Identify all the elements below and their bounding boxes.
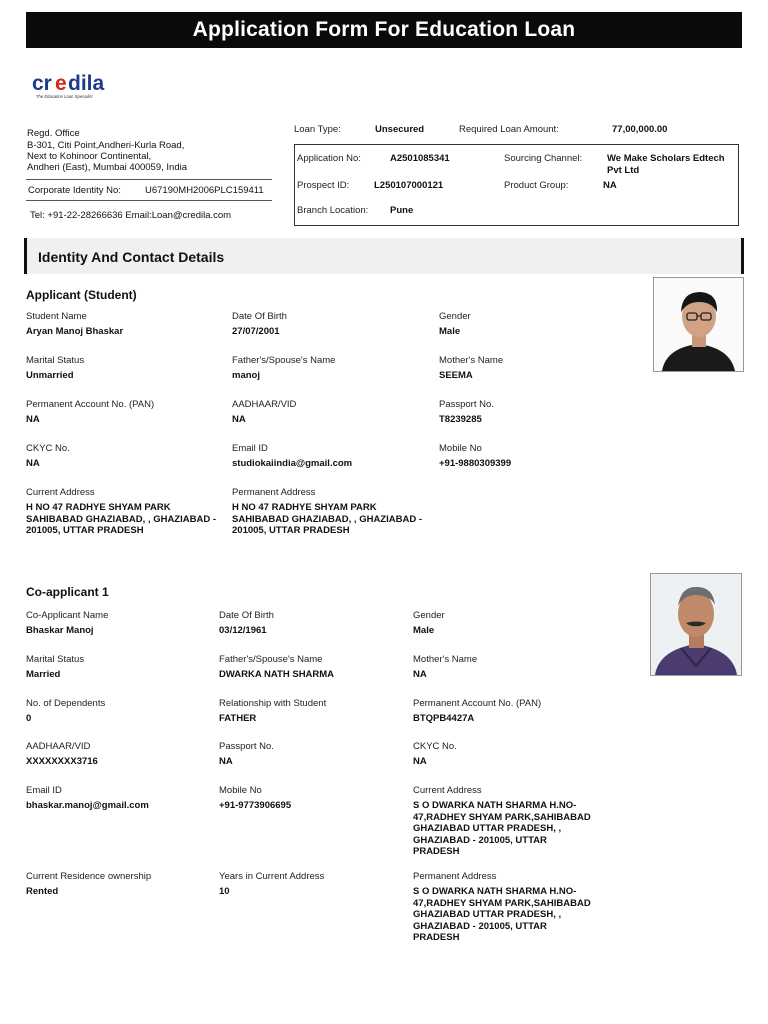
office-address-line1: B-301, Citi Point,Andheri-Kurla Road, [27,140,185,151]
coapplicant-gender-value: Male [413,625,435,636]
divider [26,200,272,201]
page-title: Application Form For Education Loan [26,12,742,48]
coapplicant-mobile-no-label: Mobile No [219,785,262,796]
office-address-line3: Andheri (East), Mumbai 400059, India [27,162,188,173]
coapplicant-aadhaar-vid-value: XXXXXXXX3716 [26,756,98,767]
applicant-mobile-no-value: +91-9880309399 [439,458,512,469]
coapplicant-ckyc-no-label: CKYC No. [413,741,457,752]
applicant-aadhaar-vid-label: AADHAAR/VID [232,399,297,410]
coapplicant-permanent-address-label: Permanent Address [413,871,497,882]
applicant-heading: Applicant (Student) [26,288,137,302]
applicant-current-address-value: H NO 47 RADHYE SHYAM PARK SAHIBABAD GHAZIABAD, , GHAZIABAD - 201005, UTTAR PRADESH [26,502,216,536]
applicant-permanent-address-label: Permanent Address [232,487,316,498]
coapplicant-years-in-current-address-value: 10 [219,886,230,897]
product-group-value: NA [603,180,617,191]
coapplicant-email-id-value: bhaskar.manoj@gmail.com [26,800,149,811]
coapplicant-permanent-account-no-pan-label: Permanent Account No. (PAN) [413,698,542,709]
applicant-gender-label: Gender [439,311,471,322]
coapplicant-permanent-address-value: S O DWARKA NATH SHARMA H.NO-47,RADHEY SHYAM PARK,SAHIBABAD GHAZIABAD UTTAR PRADESH, , GHAZIABAD - 201005, UTTAR PRADESH [413,886,591,943]
svg-text:dila: dila [68,72,105,95]
loan-amount-value: 77,00,000.00 [612,124,668,135]
coapplicant-mother-s-name-value: NA [413,669,427,680]
svg-text:cr: cr [32,72,52,95]
coapplicant-aadhaar-vid-label: AADHAAR/VID [26,741,91,752]
sourcing-channel-value: We Make Scholars Edtech Pvt Ltd [607,153,725,176]
svg-text:The Education Loan Specialist: The Education Loan Specialist [36,94,93,99]
section-title: Identity And Contact Details [38,249,225,265]
regd-office-label: Regd. Office [27,128,80,139]
applicant-mother-s-name-label: Mother's Name [439,355,504,366]
coapplicant-no-of-dependents-value: 0 [26,713,32,724]
application-no-value: A2501085341 [390,153,450,164]
coapplicant-mobile-no-value: +91-9773906695 [219,800,292,811]
applicant-marital-status-value: Unmarried [26,370,74,381]
applicant-father-s-spouse-s-name-label: Father's/Spouse's Name [232,355,336,366]
coapplicant-father-s-spouse-s-name-label: Father's/Spouse's Name [219,654,323,665]
coapplicant-relationship-with-student-value: FATHER [219,713,257,724]
prospect-id-label: Prospect ID: [297,180,350,191]
applicant-marital-status-label: Marital Status [26,355,85,366]
coapplicant-relationship-with-student-label: Relationship with Student [219,698,327,709]
coapplicant-heading: Co-applicant 1 [26,585,109,599]
divider [26,179,272,180]
applicant-date-of-birth-label: Date Of Birth [232,311,287,322]
cin-value: U67190MH2006PLC159411 [145,185,264,196]
loan-type-value: Unsecured [375,124,425,135]
applicant-gender-value: Male [439,326,461,337]
loan-type-label: Loan Type: [294,124,341,135]
applicant-email-id-label: Email ID [232,443,268,454]
cin-label: Corporate Identity No: [28,185,121,196]
svg-text:e: e [55,72,67,95]
coapplicant-no-of-dependents-label: No. of Dependents [26,698,106,709]
coapplicant-marital-status-label: Marital Status [26,654,85,665]
applicant-aadhaar-vid-value: NA [232,414,246,425]
application-no-label: Application No: [297,153,361,164]
coapplicant-photo [650,573,742,676]
coapplicant-current-address-value: S O DWARKA NATH SHARMA H.NO-47,RADHEY SHYAM PARK,SAHIBABAD GHAZIABAD UTTAR PRADESH, , GHAZIABAD - 201005, UTTAR PRADESH [413,800,591,857]
applicant-student-name-label: Student Name [26,311,87,322]
applicant-passport-no-label: Passport No. [439,399,494,410]
coapplicant-current-residence-ownership-value: Rented [26,886,59,897]
coapplicant-passport-no-value: NA [219,756,233,767]
coapplicant-passport-no-label: Passport No. [219,741,274,752]
applicant-current-address-label: Current Address [26,487,95,498]
coapplicant-ckyc-no-value: NA [413,756,427,767]
coapplicant-email-id-label: Email ID [26,785,62,796]
coapplicant-years-in-current-address-label: Years in Current Address [219,871,325,882]
coapplicant-current-address-label: Current Address [413,785,482,796]
sourcing-channel-label: Sourcing Channel: [504,153,583,164]
coapplicant-co-applicant-name-value: Bhaskar Manoj [26,625,94,636]
product-group-label: Product Group: [504,180,569,191]
credila-logo [32,70,122,100]
coapplicant-date-of-birth-value: 03/12/1961 [219,625,267,636]
applicant-ckyc-no-value: NA [26,458,40,469]
office-contact: Tel: +91-22-28266636 Email:Loan@credila.com [30,210,232,221]
applicant-ckyc-no-label: CKYC No. [26,443,70,454]
coapplicant-mother-s-name-label: Mother's Name [413,654,478,665]
coapplicant-date-of-birth-label: Date Of Birth [219,610,274,621]
applicant-photo [653,277,744,372]
applicant-permanent-account-no-pan-label: Permanent Account No. (PAN) [26,399,155,410]
branch-location-value: Pune [390,205,414,216]
coapplicant-co-applicant-name-label: Co-Applicant Name [26,610,109,621]
applicant-passport-no-value: T8239285 [439,414,482,425]
coapplicant-marital-status-value: Married [26,669,61,680]
coapplicant-gender-label: Gender [413,610,445,621]
loan-amount-label: Required Loan Amount: [459,124,559,135]
applicant-email-id-value: studiokaiindia@gmail.com [232,458,353,469]
applicant-permanent-account-no-pan-value: NA [26,414,40,425]
applicant-mobile-no-label: Mobile No [439,443,482,454]
coapplicant-father-s-spouse-s-name-value: DWARKA NATH SHARMA [219,669,335,680]
applicant-father-s-spouse-s-name-value: manoj [232,370,260,381]
coapplicant-permanent-account-no-pan-value: BTQPB4427A [413,713,475,724]
applicant-date-of-birth-value: 27/07/2001 [232,326,280,337]
applicant-mother-s-name-value: SEEMA [439,370,473,381]
office-address-line2: Next to Kohinoor Continental, [27,151,152,162]
coapplicant-current-residence-ownership-label: Current Residence ownership [26,871,152,882]
branch-location-label: Branch Location: [297,205,369,216]
prospect-id-value: L250107000121 [374,180,444,191]
applicant-student-name-value: Aryan Manoj Bhaskar [26,326,124,337]
applicant-permanent-address-value: H NO 47 RADHYE SHYAM PARK SAHIBABAD GHAZIABAD, , GHAZIABAD - 201005, UTTAR PRADESH [232,502,422,536]
